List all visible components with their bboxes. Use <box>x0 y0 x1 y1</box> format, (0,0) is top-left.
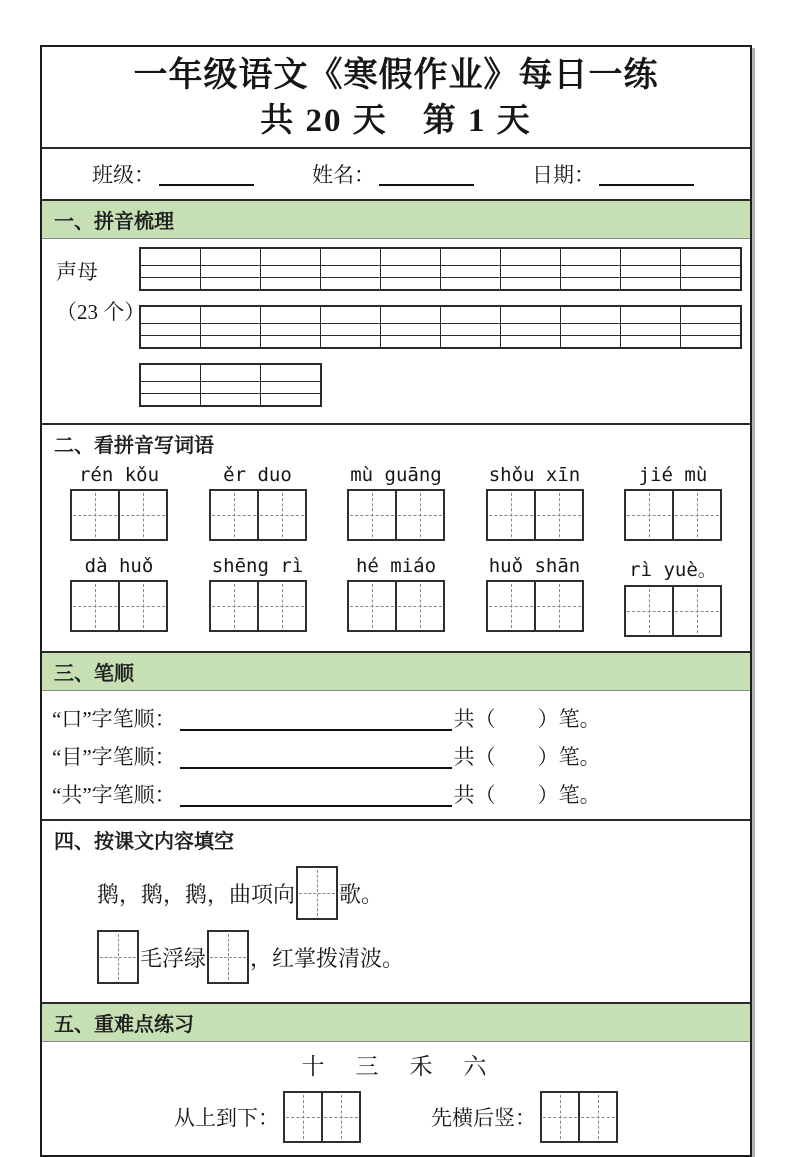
pinyin-label: rì yuè。 <box>629 559 717 582</box>
writing-cell <box>72 582 118 630</box>
class-label: 班级： <box>92 163 155 188</box>
pinyin-cell <box>621 249 681 265</box>
poem-text: ，红掌拨清波。 <box>250 945 405 971</box>
pinyin-label: ěr duo <box>223 464 292 487</box>
pinyin-cell <box>261 307 321 323</box>
pinyin-fourline-grid <box>139 247 742 291</box>
writing-cell <box>672 587 720 635</box>
writing-box <box>207 930 249 984</box>
class-blank <box>159 164 254 186</box>
stroke-order-line <box>52 737 740 775</box>
writing-cell <box>298 868 336 918</box>
writing-grid-pair <box>540 1091 618 1143</box>
writing-cell <box>534 582 582 630</box>
stroke-order-line <box>52 699 740 737</box>
pinyin-cell <box>441 249 501 265</box>
writing-grid-pair <box>624 585 722 637</box>
stroke-order-label: “口”字笔顺： <box>52 707 176 732</box>
class-field <box>92 159 254 189</box>
pinyin-word-row-1 <box>70 464 722 541</box>
pinyin-cell <box>681 324 740 335</box>
pinyin-cell <box>261 336 321 347</box>
pinyin-word-row-2 <box>70 555 722 637</box>
fill-blank-line-2 <box>97 930 750 984</box>
pinyin-cell <box>381 249 441 265</box>
pinyin-cell <box>681 307 740 323</box>
stroke-order-line <box>52 775 740 813</box>
pinyin-word <box>209 464 307 541</box>
writing-cell <box>542 1093 578 1141</box>
pinyin-cell <box>501 278 561 289</box>
section4-header: 四、按课文内容填空 <box>42 819 750 858</box>
pinyin-cell <box>261 365 320 381</box>
pinyin-cell <box>441 336 501 347</box>
stroke-order-blank <box>180 705 452 731</box>
writing-grid-pair <box>624 489 722 541</box>
pinyin-cell <box>441 307 501 323</box>
page-title: 一年级语文《寒假作业》每日一练 <box>133 57 659 94</box>
writing-cell <box>349 491 395 539</box>
pinyin-cell <box>501 324 561 335</box>
pinyin-cell <box>141 249 201 265</box>
stroke-count-text: 共（ ）笔。 <box>453 783 601 808</box>
initials-label-line1: 声母 <box>56 260 98 285</box>
pinyin-cell <box>201 324 261 335</box>
pinyin-cell <box>321 324 381 335</box>
writing-grid-pair <box>209 489 307 541</box>
pinyin-cell <box>201 278 261 289</box>
pinyin-cell <box>201 307 261 323</box>
poem-text: 毛浮绿 <box>140 945 207 971</box>
section3-header: 三、笔顺 <box>42 651 750 691</box>
pinyin-cell <box>621 266 681 277</box>
pinyin-cell <box>261 266 321 277</box>
fill-blank-line-1 <box>97 866 750 920</box>
writing-cell <box>118 582 166 630</box>
pinyin-cell <box>321 307 381 323</box>
pinyin-word <box>70 555 168 637</box>
practice-item-horizontal-first <box>431 1091 618 1143</box>
writing-grid-pair <box>209 580 307 632</box>
stroke-order-blank <box>180 781 452 807</box>
writing-cell <box>626 491 672 539</box>
poem-text: 歌。 <box>339 881 384 907</box>
pinyin-word <box>624 555 722 637</box>
pinyin-cell <box>141 324 201 335</box>
pinyin-cell <box>501 307 561 323</box>
pinyin-label: shǒu xīn <box>488 464 581 487</box>
pinyin-cell <box>261 249 321 265</box>
stroke-count-text: 共（ ）笔。 <box>453 707 601 732</box>
pinyin-cell <box>321 266 381 277</box>
pinyin-cell <box>141 336 201 347</box>
pinyin-cell <box>621 278 681 289</box>
pinyin-word <box>486 555 584 637</box>
pinyin-cell <box>621 307 681 323</box>
worksheet-page <box>40 45 752 1157</box>
name-field <box>312 159 474 189</box>
pinyin-cell <box>141 307 201 323</box>
pinyin-cell <box>681 266 740 277</box>
writing-grid-pair <box>70 580 168 632</box>
pinyin-word <box>209 555 307 637</box>
student-info-row <box>42 147 750 199</box>
pinyin-label: dà huǒ <box>84 555 154 578</box>
writing-cell <box>534 491 582 539</box>
title-block <box>42 47 750 147</box>
pinyin-cell <box>201 394 261 405</box>
writing-cell <box>578 1093 616 1141</box>
pinyin-cell <box>201 365 261 381</box>
writing-grid-pair <box>486 489 584 541</box>
section1-header: 一、拼音梳理 <box>42 199 750 239</box>
pinyin-cell <box>381 266 441 277</box>
writing-cell <box>488 491 534 539</box>
stroke-order-label: “共”字笔顺： <box>52 783 176 808</box>
name-label: 姓名： <box>312 163 375 188</box>
pinyin-cell <box>201 336 261 347</box>
pinyin-word <box>347 555 445 637</box>
section5-header: 五、重难点练习 <box>42 1002 750 1042</box>
pinyin-cell <box>141 394 201 405</box>
writing-box <box>296 866 338 920</box>
pinyin-cell <box>621 336 681 347</box>
pinyin-cell <box>561 336 621 347</box>
pinyin-cell <box>561 266 621 277</box>
practice-item-top-to-bottom <box>174 1091 361 1143</box>
initials-label-line2: （23 个） <box>56 300 146 325</box>
writing-cell <box>211 491 257 539</box>
poem-text: 鹅，鹅，鹅，曲项向 <box>97 881 296 907</box>
pinyin-label: hé miáo <box>355 555 437 578</box>
pinyin-cell <box>381 307 441 323</box>
writing-cell <box>257 582 305 630</box>
pinyin-cell <box>441 266 501 277</box>
pinyin-cell <box>501 336 561 347</box>
pinyin-cell <box>561 278 621 289</box>
pinyin-cell <box>381 278 441 289</box>
pinyin-cell <box>141 266 201 277</box>
pinyin-cell <box>261 382 320 393</box>
section2-header: 二、看拼音写词语 <box>42 423 750 462</box>
section5-body <box>42 1042 750 1155</box>
writing-cell <box>321 1093 359 1141</box>
pinyin-cell <box>261 394 320 405</box>
stroke-count-text: 共（ ）笔。 <box>453 745 601 770</box>
practice-label: 从上到下： <box>174 1106 279 1131</box>
name-blank <box>379 164 474 186</box>
pinyin-cell <box>681 249 740 265</box>
pinyin-grid-area <box>139 247 750 407</box>
pinyin-cell <box>141 278 201 289</box>
section2-body <box>42 462 750 651</box>
pinyin-cell <box>501 249 561 265</box>
pinyin-cell <box>561 324 621 335</box>
section4-body <box>42 858 750 1002</box>
pinyin-cell <box>561 307 621 323</box>
writing-cell <box>349 582 395 630</box>
pinyin-label: huǒ shān <box>488 555 581 578</box>
pinyin-cell <box>141 365 201 381</box>
writing-cell <box>257 491 305 539</box>
pinyin-cell <box>141 382 201 393</box>
section3-body <box>42 691 750 819</box>
pinyin-cell <box>621 324 681 335</box>
writing-box <box>97 930 139 984</box>
writing-grid-pair <box>347 580 445 632</box>
writing-cell <box>395 582 443 630</box>
pinyin-label: rén kǒu <box>78 464 160 487</box>
date-label: 日期： <box>532 163 595 188</box>
pinyin-cell <box>321 249 381 265</box>
writing-cell <box>488 582 534 630</box>
date-field <box>532 159 694 189</box>
writing-cell <box>285 1093 321 1141</box>
pinyin-word <box>486 464 584 541</box>
writing-cell <box>395 491 443 539</box>
writing-cell <box>209 932 247 982</box>
date-blank <box>599 164 694 186</box>
writing-grid-pair <box>347 489 445 541</box>
writing-cell <box>672 491 720 539</box>
writing-cell <box>118 491 166 539</box>
pinyin-label: jié mù <box>638 464 708 487</box>
pinyin-word <box>624 464 722 541</box>
pinyin-label: shēng rì <box>211 555 304 578</box>
writing-grid-pair <box>70 489 168 541</box>
pinyin-cell <box>201 249 261 265</box>
pinyin-cell <box>261 324 321 335</box>
pinyin-cell <box>201 266 261 277</box>
pinyin-label: mù guāng <box>350 464 442 487</box>
practice-characters: 十 三 禾 六 <box>301 1054 491 1080</box>
pinyin-fourline-grid <box>139 363 322 407</box>
initials-label <box>56 253 145 333</box>
pinyin-cell <box>201 382 261 393</box>
writing-cell <box>72 491 118 539</box>
section1-body <box>42 239 750 423</box>
stroke-order-label: “目”字笔顺： <box>52 745 176 770</box>
pinyin-cell <box>261 278 321 289</box>
pinyin-word <box>70 464 168 541</box>
pinyin-cell <box>321 278 381 289</box>
practice-label: 先横后竖： <box>431 1106 536 1131</box>
writing-grid-pair <box>283 1091 361 1143</box>
pinyin-cell <box>381 324 441 335</box>
writing-cell <box>211 582 257 630</box>
page-subtitle: 共 20 天 第 1 天 <box>260 102 532 139</box>
pinyin-cell <box>501 266 561 277</box>
pinyin-cell <box>681 278 740 289</box>
writing-cell <box>99 932 137 982</box>
writing-grid-pair <box>486 580 584 632</box>
pinyin-cell <box>681 336 740 347</box>
pinyin-fourline-grid <box>139 305 742 349</box>
pinyin-cell <box>321 336 381 347</box>
pinyin-cell <box>441 278 501 289</box>
stroke-order-blank <box>180 743 452 769</box>
writing-cell <box>626 587 672 635</box>
pinyin-cell <box>561 249 621 265</box>
pinyin-word <box>347 464 445 541</box>
practice-row <box>42 1091 750 1143</box>
pinyin-cell <box>381 336 441 347</box>
pinyin-cell <box>441 324 501 335</box>
